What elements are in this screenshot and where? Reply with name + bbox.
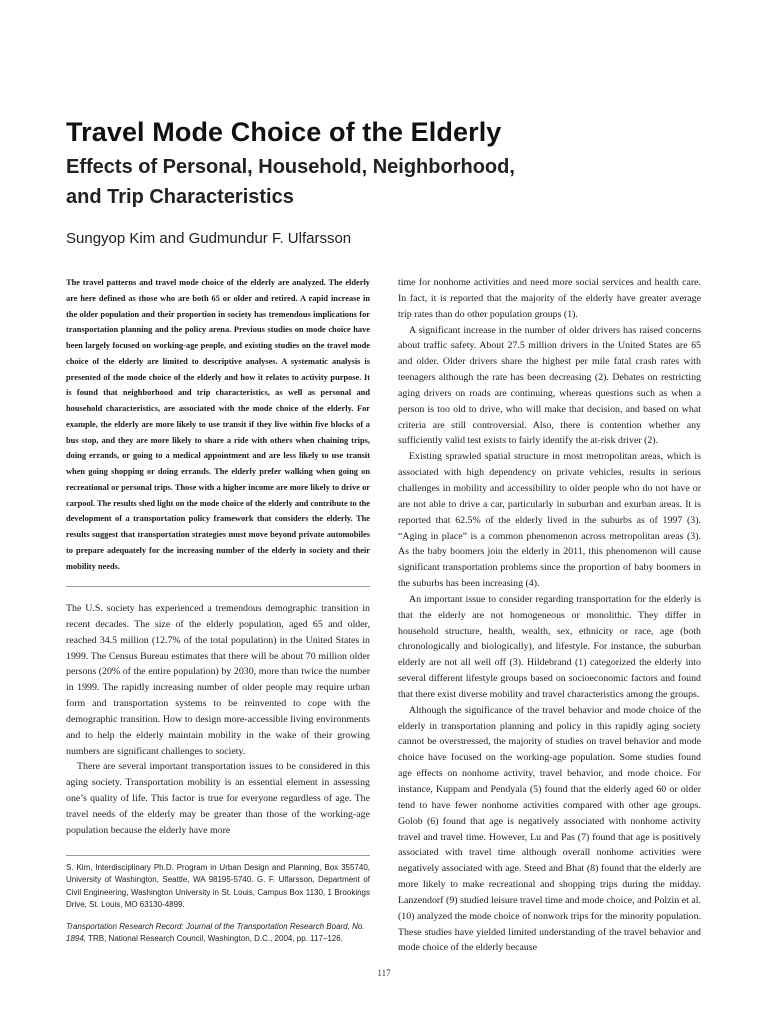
paragraph: An important issue to consider regarding transportation for the elderly is that the elderly are not homogeneous or monolithic. They differ in household structure, health, wealth, sex, ethnicity or race, age (both chronologically and biologically), and lifestyle. For instance, the suburban elderly are not all well off (3). Hildebrand (1) categorized the elderly into several different lifestyle groups based on socioeconomic factors and found that there exist diverse mobility and travel characteristics among the groups. — [398, 593, 701, 700]
author-affiliations: S. Kim, Interdisciplinary Ph.D. Program in Urban Design and Planning, Box 355740, University of Washington, Seattle, WA 98195-5740. G. F. Ulfarsson, Department of Civil Engineering, Washington University in St. Louis, Campus Box 1130, 1 Brookings Drive, St. Louis, MO 63130-4899. — [66, 863, 370, 910]
subtitle-line-1: Effects of Personal, Household, Neighborhood, — [66, 156, 515, 178]
subtitle-line-2: and Trip Characteristics — [66, 186, 294, 208]
paragraph: The U.S. society has experienced a tremendous demographic transition in recent decades. The size of the elderly population, aged 65 and older, reached 34.5 million (12.7% of the total population) in the United States in 1999. The Census Bureau estimates that there will be about 70 million older persons (20% of the entire population) by 2030, more than twice the number in 1999. The rapidly increasing number of older people may require urban form and transportation systems to be reinvented to cope with the demographic transition. How to design more-accessible living environments and to help the elderly maintain mobility in the wake of their growing numbers are significant challenges to society. — [66, 603, 370, 757]
paper-subtitle — [66, 152, 706, 212]
paragraph: time for nonhome activities and need more social services and health care. In fact, it is reported that the majority of the elderly have greater average trip rates than do other population groups (1). — [398, 277, 701, 320]
abstract: The travel patterns and travel mode choice of the elderly are analyzed. The elderly are here defined as those who are both 65 or older and retired. A rapid increase in the older population and their proportion in society has tremendous implications for transportation planning and the policy arena. Previous studies on mode choice have been largely focused on working-age people, and existing studies on the travel mode choice of the elderly are limited to descriptive analyses. A systematic analysis is presented of the mode choice of the elderly and how it relates to activity purpose. It is found that neighborhood and trip characteristics, as well as personal and household characteristics, are associated with the mode choice of the elderly. For example, the elderly are more likely to use transit if they live within five blocks of a bus stop, and they are more likely to share a ride with others when chaining trips, doing errands, or going to a medical appointment and are less likely to use transit when going shopping or doing errands. The elderly prefer walking when going on recreational or personal trips. Those with a higher income are more likely to drive or carpool. The results shed light on the mode choice of the elderly and contribute to the development of a transportation policy framework that considers the elderly. The results suggest that transportation strategies must move beyond private automobiles to prepare adequately for the increasing number of the elderly in society and their mobility needs. — [66, 278, 370, 571]
journal-citation — [66, 921, 370, 946]
paper-title: Travel Mode Choice of the Elderly — [66, 117, 502, 147]
paragraph: Although the significance of the travel behavior and mode choice of the elderly in transportation planning and policy in this rapidly aging society cannot be overstressed, the majority of studies on travel behavior and mode choice have focused on the working-age population. Some studies found age effects on nonhome activity, travel behavior, and mode choice. For instance, Kuppam and Pendyala (5) found that the elderly aged 60 or older tend to have fewer nonhome activities compared with other age groups. Golob (6) found that age is negatively associated with nonhome activity travel and travel time. However, Lu and Pas (7) found that age is positively associated with travel time although overall nonhome activities were negatively associated with age. Steed and Bhat (8) found that the elderly are more likely to make recreational and shopping trips during the midday. Lanzendorf (9) studied leisure travel time and mode choice, and Polzin et al. (10) analyzed the mode choice of nonwork trips for the minority population. These studies have yielded limited understanding of the travel behavior and mode choice of the elderly because — [398, 704, 701, 954]
publication-details: TRB, National Research Council, Washington, D.C., 2004, pp. 117–126. — [86, 934, 343, 944]
paragraph: There are several important transportation issues to be considered in this aging society. Transportation mobility is an essential element in assessing one’s quality of life. This factor is true for everyone regardless of age. The travel needs of the elderly may be greater than those of the working-age population because the elderly have more — [66, 761, 370, 836]
footnote-rule — [66, 855, 370, 856]
author-list: Sungyop Kim and Gudmundur F. Ulfarsson — [66, 230, 352, 247]
abstract-divider — [66, 586, 370, 587]
page-number: 117 — [377, 968, 391, 978]
paragraph: Existing sprawled spatial structure in most metropolitan areas, which is associated with high dependency on private vehicles, results in serious challenges in mobility and accessibility to older people who do not have or are not able to drive a car, particularly in suburban and exurban areas. It is reported that 62.5% of the elderly lived in the suburbs as of 1997 (3). “Aging in place” is a common phenomenon across metropolitan areas (3). As the baby boomers join the elderly in 2011, this phenomenon will cause significant transportation problems since the proportion of baby boomers in the suburbs has been increasing (4). — [398, 451, 701, 590]
paragraph: A significant increase in the number of older drivers has raised concerns about traffic safety. About 27.5 million drivers in the United States are 65 and older. Older drivers share the highest per mile fatal crash rates with teenagers although the rate has been decreasing (2). Debates on restricting aging drivers on roads are continuing, whereas questions such as when a person is too old to drive, who will make that decision, and based on what criteria are still controversial. Also, there is contention whether any sufficiently valid test exists to fairly identify the at-risk driver (2). — [398, 324, 701, 447]
right-column — [398, 275, 701, 956]
journal-name: Transportation Research Record: Journal of the Transportation Research Board, No. 1894, — [66, 922, 365, 944]
left-column — [66, 601, 370, 839]
